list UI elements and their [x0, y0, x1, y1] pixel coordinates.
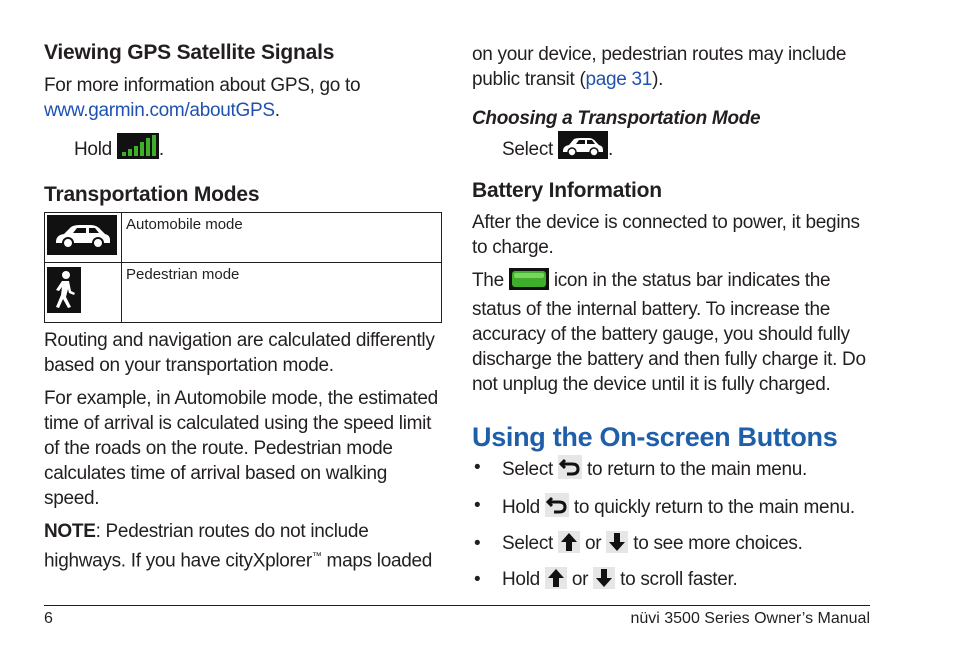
arrow-down-icon[interactable]	[593, 567, 615, 596]
routing-paragraph: Routing and navigation are calculated differently based on your transportation mode.	[44, 330, 435, 376]
hold-period: .	[158, 139, 164, 160]
note-paragraph	[44, 519, 444, 573]
select-label: Select	[502, 139, 554, 160]
hold-label: Hold	[74, 139, 112, 160]
bullet-text: or	[584, 533, 602, 554]
select-period: .	[608, 139, 613, 160]
mode-icon-cell	[45, 263, 122, 323]
table-row	[45, 263, 442, 323]
arrow-up-icon[interactable]	[545, 567, 567, 596]
bullet: •	[474, 533, 481, 554]
continued-text-end: ).	[652, 69, 664, 90]
note-label: NOTE	[44, 521, 96, 542]
mode-label: Automobile mode	[122, 213, 442, 263]
battery-text-start: The	[472, 270, 504, 291]
bullet-text: to scroll faster.	[620, 569, 738, 590]
garmin-gps-link[interactable]: www.garmin.com/aboutGPS	[44, 100, 275, 121]
mode-label: Pedestrian mode	[122, 263, 442, 323]
list-item	[472, 455, 872, 486]
gps-text: For more information about GPS, go to	[44, 75, 361, 96]
bullet-text: to see more choices.	[633, 533, 803, 554]
bullet: •	[474, 569, 481, 590]
mode-icon-cell	[45, 213, 122, 263]
continued-paragraph	[472, 42, 872, 92]
gps-period: .	[274, 100, 280, 121]
continued-text: on your device, pedestrian routes may include public transit (	[472, 44, 847, 90]
bullet-text: Select	[502, 459, 554, 480]
transportation-modes-heading: Transportation Modes	[44, 183, 260, 206]
table-row	[45, 213, 442, 263]
onscreen-buttons-list	[472, 455, 872, 596]
page-number: 6	[44, 610, 53, 627]
page-31-link[interactable]: page 31	[585, 69, 653, 90]
manual-title: nüvi 3500 Series Owner’s Manual	[630, 610, 870, 627]
gps-heading: Viewing GPS Satellite Signals	[44, 41, 335, 64]
hold-step	[44, 133, 444, 166]
bullet: •	[474, 457, 481, 478]
back-icon[interactable]	[558, 455, 582, 486]
back-icon[interactable]	[545, 493, 569, 524]
battery-text-end: icon in the status bar indicates the status of the internal battery. To increase the accuracy of the battery gauge, you should fully discharge the battery and then fully charge it. Do not unplug the device until it is fully charged.	[472, 270, 866, 395]
gps-paragraph	[44, 73, 444, 123]
list-item	[472, 531, 872, 560]
choosing-mode-heading: Choosing a Transportation Mode	[472, 108, 761, 129]
battery-heading: Battery Information	[472, 179, 662, 202]
select-step	[472, 131, 872, 166]
bullet-text: Hold	[502, 569, 540, 590]
list-item	[472, 493, 872, 524]
right-column	[472, 42, 872, 596]
satellite-signal-icon[interactable]	[117, 133, 159, 166]
battery-paragraph-1: After the device is connected to power, it begins to charge.	[472, 212, 860, 258]
car-mode-button-icon[interactable]	[558, 131, 608, 166]
footer-divider	[44, 605, 870, 606]
example-paragraph: For example, in Automobile mode, the estimated time of arrival is calculated using the speed limit of the roads on the route. Pedestrian mode calculates time of arrival based on walking speed.	[44, 388, 438, 509]
bullet-text: to return to the main menu.	[586, 459, 808, 480]
trademark-symbol: ™	[311, 551, 322, 562]
arrow-down-icon[interactable]	[606, 531, 628, 560]
arrow-up-icon[interactable]	[558, 531, 580, 560]
transportation-modes-table	[44, 212, 442, 323]
bullet-text: or	[571, 569, 589, 590]
car-icon	[47, 215, 117, 255]
pedestrian-icon	[47, 267, 81, 313]
onscreen-buttons-heading: Using the On-screen Buttons	[472, 422, 838, 452]
bullet-text: Hold	[502, 497, 540, 518]
bullet-text: to quickly return to the main menu.	[573, 497, 855, 518]
bullet-text: Select	[502, 533, 554, 554]
bullet: •	[474, 495, 481, 516]
left-column	[44, 40, 444, 573]
battery-paragraph-2	[472, 268, 872, 397]
list-item	[472, 567, 872, 596]
note-text: : Pedestrian routes do not include highways. If you have cityXplorer	[44, 521, 369, 572]
battery-icon	[509, 268, 549, 297]
note-text-end: maps loaded	[321, 550, 433, 572]
